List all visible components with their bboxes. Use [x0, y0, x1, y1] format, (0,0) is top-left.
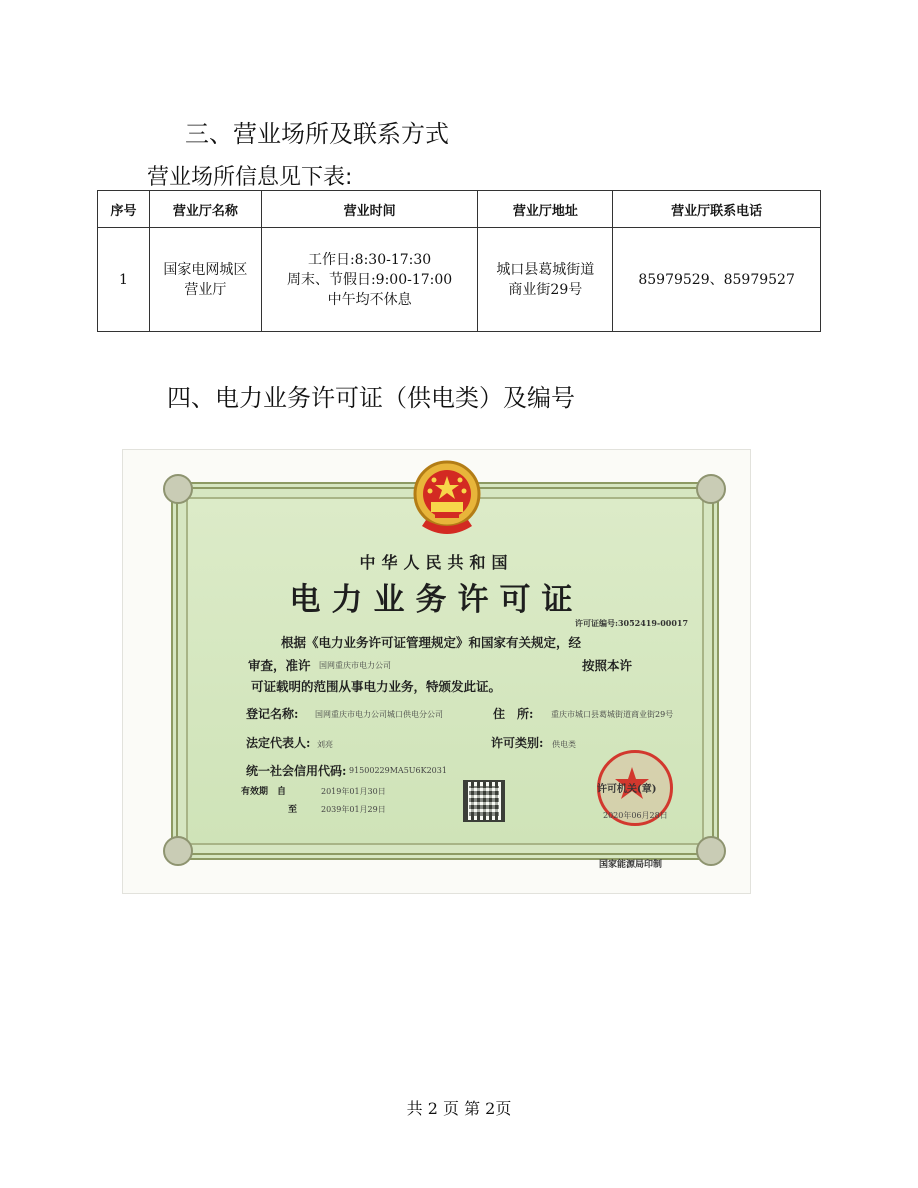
corner-ornament	[696, 474, 726, 504]
credit-code-value: 91500229MA5U6K2031	[349, 766, 447, 775]
header-hours: 营业时间	[261, 191, 478, 228]
table-header-row	[98, 191, 821, 228]
section-3-heading: 三、营业场所及联系方式	[185, 120, 449, 148]
address-value: 重庆市城口县葛城街道商业街29号	[551, 710, 674, 719]
page-footer: 共 2 页 第 2页	[406, 1099, 512, 1118]
certificate-title: 电力业务许可证	[289, 582, 584, 618]
legal-rep-label: 法定代表人:	[246, 736, 311, 750]
national-emblem-icon	[412, 458, 482, 540]
cell-hours	[261, 228, 478, 332]
category-label: 许可类别:	[491, 736, 544, 750]
address-label: 住 所:	[493, 707, 534, 721]
issue-date: 2020年06月28日	[603, 811, 668, 820]
valid-to-label: 至	[288, 805, 298, 815]
printer-credit: 国家能源局印制	[599, 860, 663, 870]
corner-ornament	[163, 474, 193, 504]
hours-line: 中午均不休息	[327, 291, 412, 308]
valid-to-date: 2039年01月29日	[321, 805, 386, 814]
header-address: 营业厅地址	[478, 191, 613, 228]
certificate-country: 中华人民共和国	[359, 553, 514, 572]
corner-ornament	[696, 836, 726, 866]
legal-rep-value: 刘亮	[317, 740, 333, 749]
hours-line: 工作日:8:30-17:30	[307, 251, 432, 268]
license-certificate-image	[122, 449, 751, 894]
license-number: 许可证编号:3052419-00017	[575, 618, 689, 628]
cell-address	[478, 228, 613, 332]
certificate-text-line: 按照本许	[582, 658, 633, 673]
reg-name-value: 国网重庆市电力公司城口供电分公司	[315, 710, 443, 719]
corner-ornament	[163, 836, 193, 866]
cell-hall-name	[149, 228, 261, 332]
certificate-text-line: 审查，准许	[248, 658, 311, 673]
hall-name-line: 国家电网城区	[163, 261, 248, 278]
address-line: 商业街29号	[508, 281, 583, 298]
header-phone: 营业厅联系电话	[613, 191, 821, 228]
header-hall-name: 营业厅名称	[149, 191, 261, 228]
license-holder: 国网重庆市电力公司	[319, 661, 391, 670]
table-row	[98, 228, 821, 332]
hours-line: 周末、节假日:9:00-17:00	[286, 271, 453, 288]
valid-from-label: 有效期 自	[241, 787, 287, 797]
reg-name-label: 登记名称:	[246, 707, 299, 721]
cell-phone: 85979529、85979527	[613, 228, 821, 332]
section-3-subtitle: 营业场所信息见下表:	[147, 165, 353, 190]
category-value: 供电类	[552, 740, 576, 749]
cell-no: 1	[98, 228, 150, 332]
header-no: 序号	[98, 191, 150, 228]
qr-code-icon	[463, 780, 505, 822]
valid-from-date: 2019年01月30日	[321, 787, 386, 796]
issuer-label: 许可机关(章)	[597, 784, 657, 795]
certificate-text-line: 根据《电力业务许可证管理规定》和国家有关规定，经	[281, 635, 582, 650]
certificate-text-line: 可证载明的范围从事电力业务，特颁发此证。	[251, 679, 502, 694]
hall-name-line: 营业厅	[184, 281, 227, 298]
section-4-heading: 四、电力业务许可证（供电类）及编号	[167, 384, 575, 412]
address-line: 城口县葛城街道	[496, 261, 595, 278]
business-hall-table	[97, 190, 821, 332]
credit-code-label: 统一社会信用代码:	[246, 764, 347, 778]
